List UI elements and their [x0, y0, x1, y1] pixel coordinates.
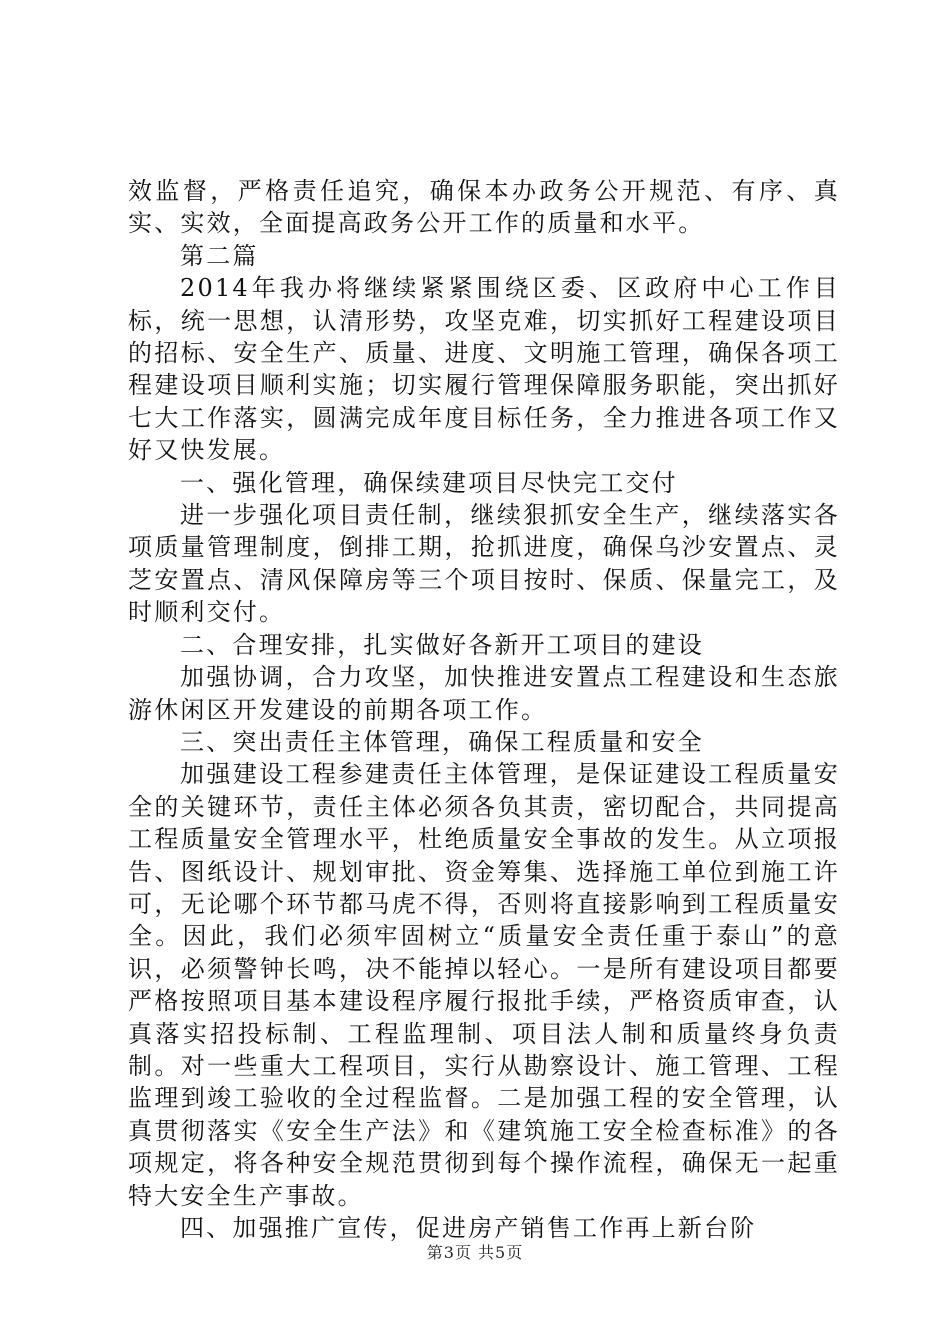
- section-heading: 第二篇: [180, 241, 259, 270]
- paragraph: 进一步强化项目责任制，继续狠抓安全生产，继续落实各项质量管理制度，倒排工期，抢抓进度，确保乌沙安置点、灵芝安置点、清风保障房等三个项目按时、保质、保量完工，及时顺利交付。: [128, 501, 840, 627]
- paragraph: 加强协调，合力攻坚，加快推进安置点工程建设和生态旅游休闲区开发建设的前期各项工作。: [128, 663, 840, 724]
- paragraph: 2014年我办将继续紧紧围绕区委、区政府中心工作目标，统一思想，认清形势，攻坚克难，切实抓好工程建设项目的招标、安全生产、质量、进度、文明施工管理，确保各项工程建设项目顺利实施；切实履行管理保障服务职能，突出抓好七大工作落实，圆满完成年度目标任务，全力推进各项工作又好又快发展。: [128, 274, 840, 465]
- paragraph: 加强建设工程参建责任主体管理，是保证建设工程质量安全的关键环节，责任主体必须各负其责，密切配合，共同提高工程质量安全管理水平，杜绝质量安全事故的发生。从立项报告、图纸设计、规划审批、资金筹集、选择施工单位到施工许可，无论哪个环节都马虎不得，否则将直接影响到工程质量安全。因此，我们必须牢固树立“质量安全责任重于泰山”的意识，必须警钟长鸣，决不能掉以轻心。一是所有建设项目都要严格按照项目基本建设程序履行报批手续，严格资质审查，认真落实招投标制、工程监理制、项目法人制和质量终身负责制。对一些重大工程项目，实行从勘察设计、施工管理、工程监理到竣工验收的全过程监督。二是加强工程的安全管理，认真贯彻落实《安全生产法》和《建筑施工安全检查标准》的各项规定，将各种安全规范贯彻到每个操作流程，确保无一起重特大安全生产事故。: [128, 760, 840, 1210]
- page-number-footer: 第3页 共5页: [426, 1243, 524, 1262]
- section-heading: 一、强化管理，确保续建项目尽快完工交付: [180, 468, 678, 497]
- document-body: [128, 175, 840, 1244]
- section-heading: 二、合理安排，扎实做好各新开工项目的建设: [180, 630, 704, 659]
- section-heading: 三、突出责任主体管理，确保工程质量和安全: [180, 727, 704, 756]
- section-heading: 四、加强推广宣传，促进房产销售工作再上新台阶: [180, 1214, 757, 1242]
- paragraph: 效监督，严格责任追究，确保本办政务公开规范、有序、真实、实效，全面提高政务公开工作的质量和水平。: [128, 177, 840, 238]
